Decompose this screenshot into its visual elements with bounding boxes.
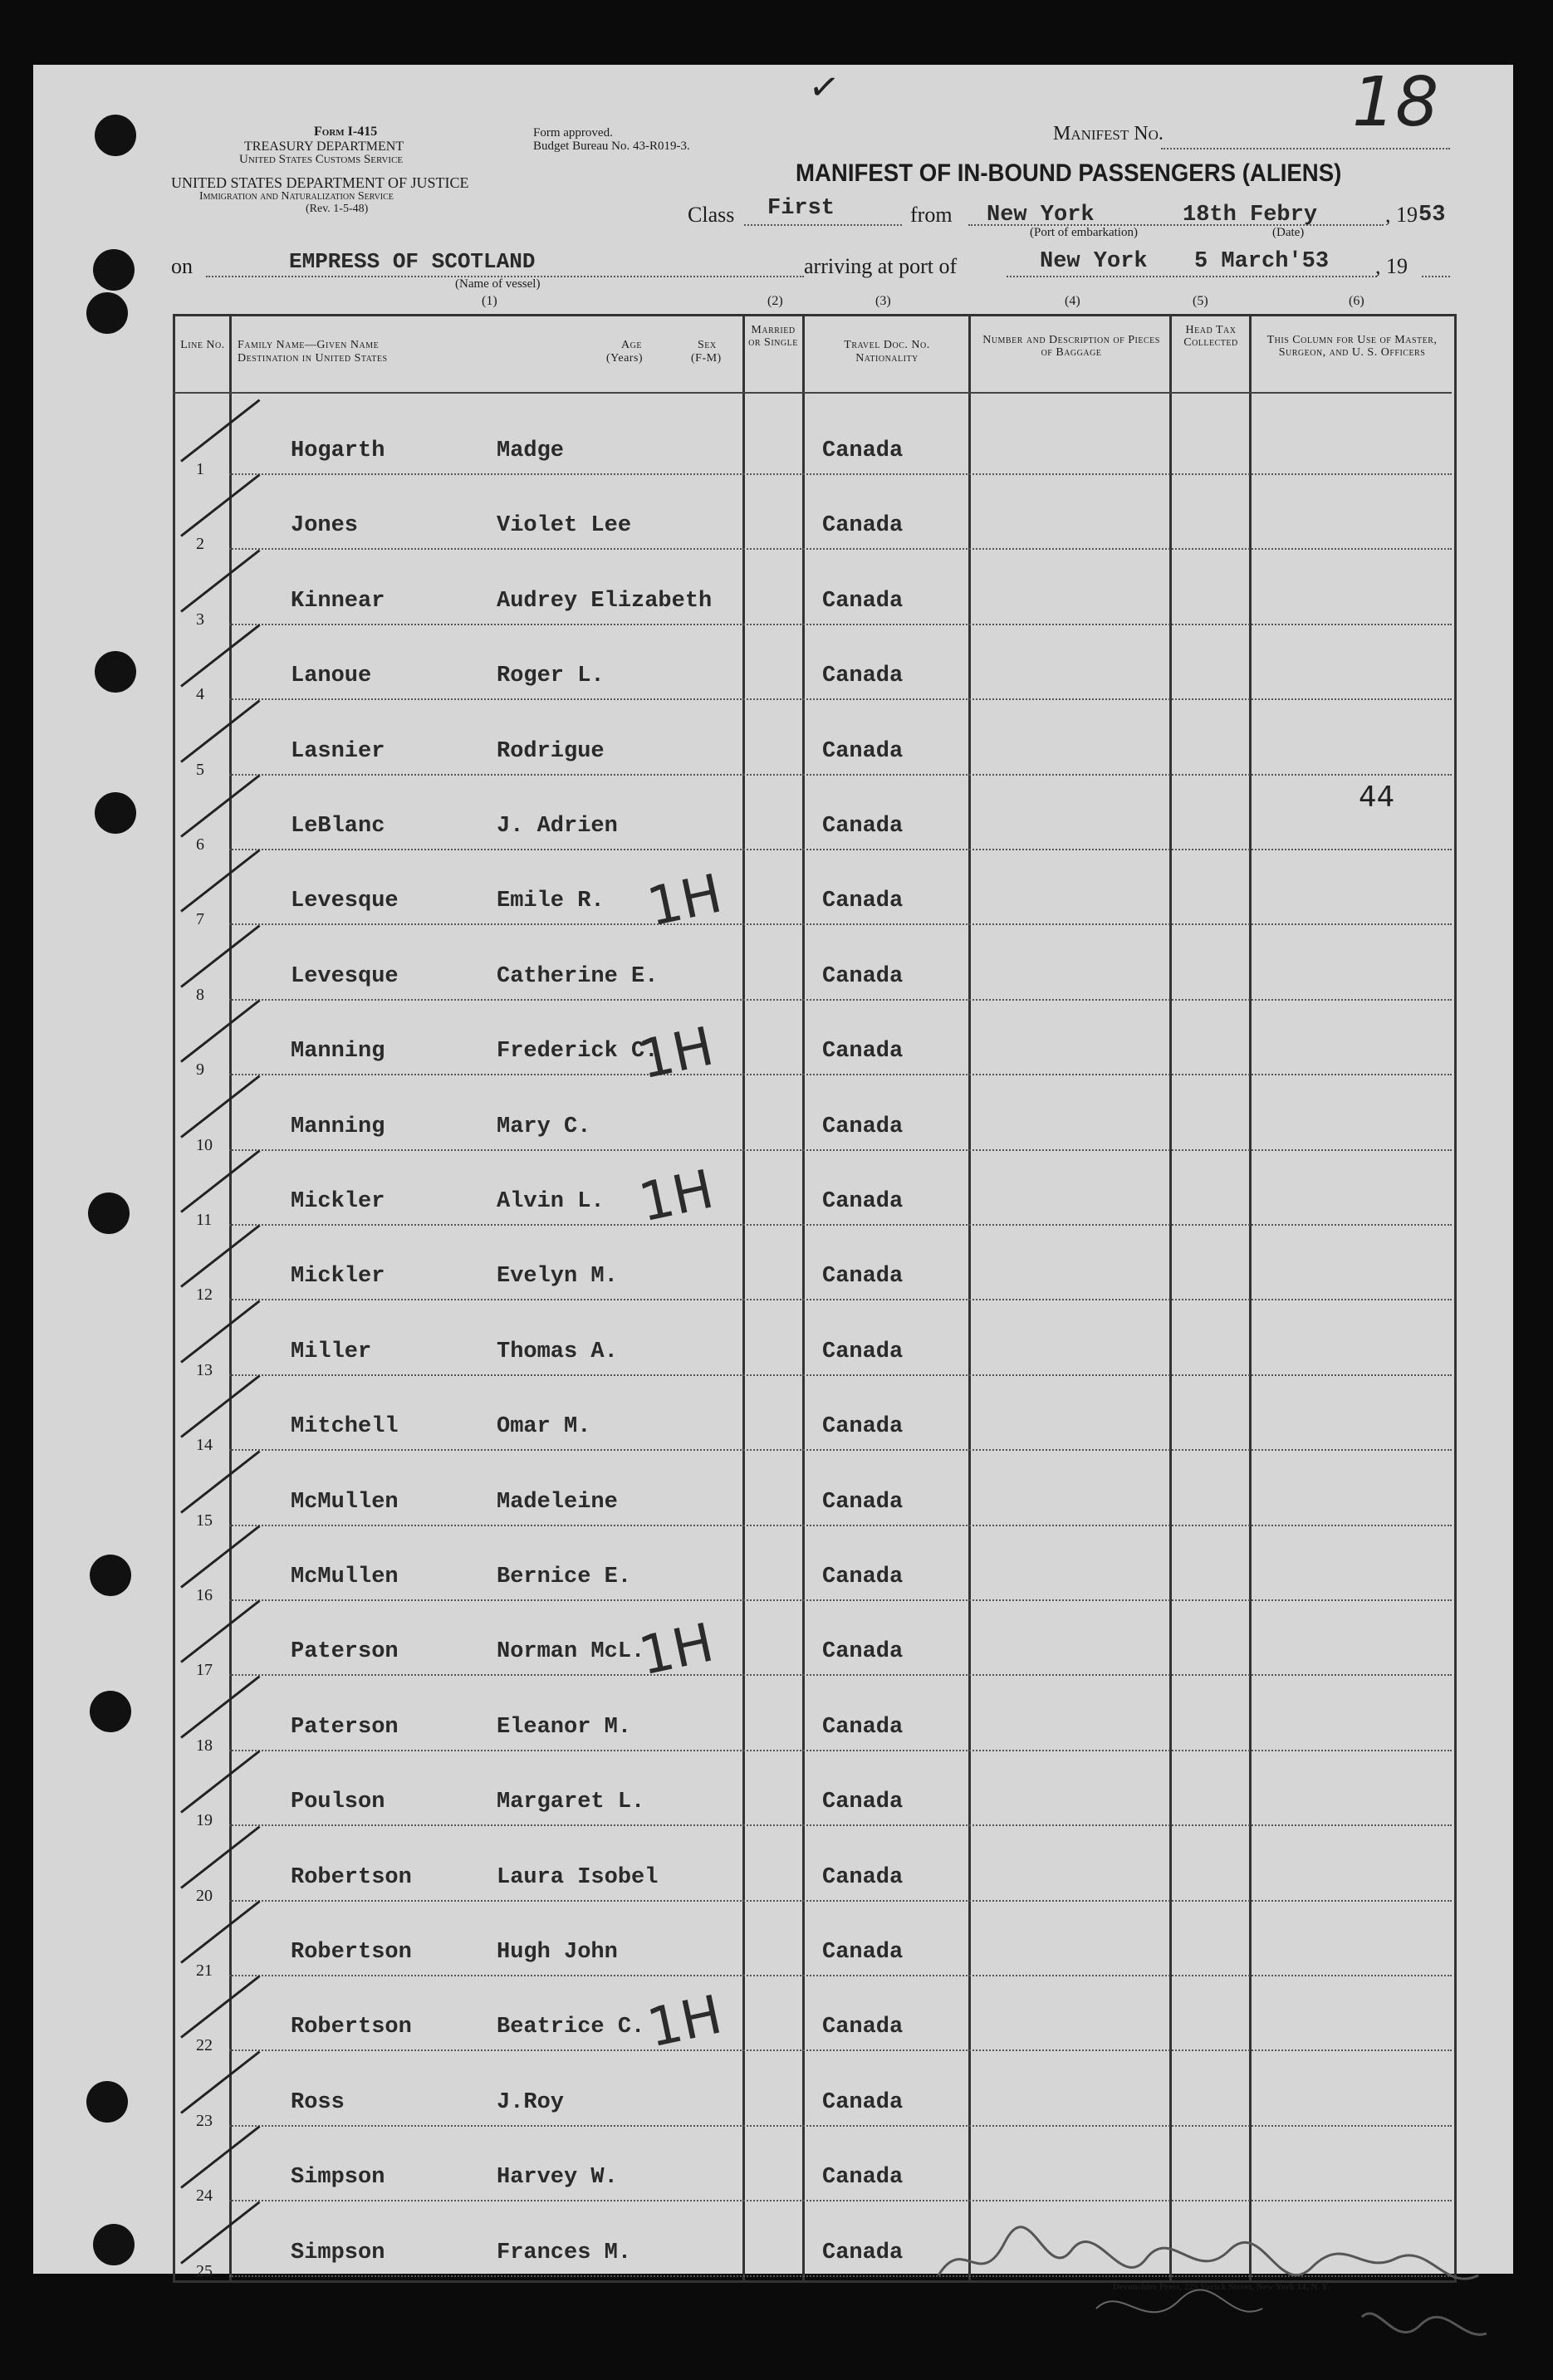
binder-hole <box>90 1555 131 1596</box>
line-number: 24 <box>196 2187 213 2206</box>
baggage-header: Number and Description of Pieces of Baggage <box>982 334 1160 359</box>
table-row <box>196 1148 1452 1229</box>
line-number: 1 <box>196 460 204 478</box>
family-name: Simpson <box>291 2240 385 2265</box>
port-of-embarkation: New York <box>987 203 1095 228</box>
table-row <box>196 1598 1452 1680</box>
given-name: Alvin L. <box>497 1189 605 1214</box>
line-number: 7 <box>196 910 204 929</box>
sex-header: Sex <box>698 339 717 351</box>
col-num-6: (6) <box>1349 294 1364 308</box>
nationality: Canada <box>822 1264 904 1290</box>
line-number: 14 <box>196 1436 213 1455</box>
table-row <box>196 397 1452 478</box>
table-row <box>196 847 1452 929</box>
line-number: 22 <box>196 2036 213 2055</box>
on-label: on <box>171 254 193 278</box>
arrival-port: New York <box>1040 249 1148 274</box>
year-prefix: , 19 <box>1385 203 1418 227</box>
table-row <box>196 622 1452 704</box>
nationality: Canada <box>822 2089 904 2115</box>
port-embark-caption: (Port of embarkation) <box>1030 226 1138 239</box>
given-name: J. Adrien <box>497 814 618 839</box>
binder-hole <box>95 115 136 156</box>
given-name: Thomas A. <box>497 1339 618 1364</box>
family-name: Lasnier <box>291 738 385 764</box>
col-num-2: (2) <box>767 294 783 308</box>
nationality: Canada <box>822 438 904 463</box>
given-name: Madeleine <box>497 1489 618 1515</box>
table-row <box>196 547 1452 629</box>
family-name: Simpson <box>291 2165 385 2191</box>
nationality: Canada <box>822 513 904 539</box>
family-mark: 1H <box>642 863 728 939</box>
line-number: 11 <box>196 1211 213 1229</box>
family-name: Paterson <box>291 1639 399 1665</box>
arriving-label: arriving at port of <box>804 254 958 278</box>
nationality: Canada <box>822 1039 904 1065</box>
family-name: Paterson <box>291 1714 399 1740</box>
family-name: Manning <box>291 1114 385 1139</box>
form-number: Form I-415 <box>314 125 378 139</box>
given-name: Violet Lee <box>497 513 632 539</box>
nationality: Canada <box>822 1639 904 1665</box>
nationality: Canada <box>822 1414 904 1440</box>
table-row <box>196 923 1452 1004</box>
line-number: 12 <box>196 1285 213 1305</box>
manifest-title: MANIFEST OF IN-BOUND PASSENGERS (ALIENS) <box>796 159 1342 187</box>
table-row <box>196 698 1452 779</box>
family-name: Mickler <box>291 1264 385 1290</box>
line-number: 3 <box>196 610 204 629</box>
table-row <box>196 1973 1452 2055</box>
destination-header: Destination in United States <box>238 352 388 365</box>
family-name: Kinnear <box>291 588 385 614</box>
family-name: Levesque <box>291 889 399 914</box>
family-name: Ross <box>291 2089 345 2115</box>
sex-sub-header: (F-M) <box>691 352 722 365</box>
line-no-header: Line No. <box>180 339 225 351</box>
family-mark: 1H <box>634 1016 719 1092</box>
family-name: Robertson <box>291 1940 412 1965</box>
given-name: Emile R. <box>497 889 605 914</box>
given-name: Audrey Elizabeth <box>497 588 713 614</box>
officers-header: This Column for Use of Master, Surgeon, and U. S. Officers <box>1266 334 1438 359</box>
binder-hole <box>86 2081 128 2123</box>
line-number: 25 <box>196 2261 213 2280</box>
head-tax-header: Head Tax Collected <box>1183 324 1238 349</box>
line-number: 10 <box>196 1135 213 1154</box>
table-row <box>196 1898 1452 1980</box>
vessel-caption: (Name of vessel) <box>455 277 541 291</box>
family-name: Levesque <box>291 963 399 989</box>
table-row <box>196 1673 1452 1755</box>
col-num-3: (3) <box>875 294 891 308</box>
nationality: Canada <box>822 1114 904 1139</box>
line-number: 5 <box>196 760 204 779</box>
family-name: McMullen <box>291 1489 399 1515</box>
date-caption: (Date) <box>1272 226 1305 239</box>
nationality: Canada <box>822 2165 904 2191</box>
table-row <box>196 1298 1452 1379</box>
given-name: Laura Isobel <box>497 1864 659 1890</box>
class-label: Class <box>688 203 735 227</box>
customs-service: United States Customs Service <box>239 153 404 166</box>
nationality: Canada <box>822 1489 904 1515</box>
col-num-1: (1) <box>482 294 497 308</box>
travel-doc-header: Travel Doc. No. <box>844 339 930 351</box>
family-name: Robertson <box>291 1864 412 1890</box>
line-number: 20 <box>196 1886 213 1905</box>
given-name: Madge <box>497 438 565 463</box>
vessel-name: EMPRESS OF SCOTLAND <box>289 249 536 274</box>
ins-service: Immigration and Naturalization Service <box>199 190 394 203</box>
given-name: Omar M. <box>497 1414 591 1440</box>
given-name: Bernice E. <box>497 1565 632 1589</box>
arrival-line <box>1007 276 1377 277</box>
treasury-dept: TREASURY DEPARTMENT <box>244 140 404 154</box>
line-number: 9 <box>196 1060 204 1080</box>
family-name: Robertson <box>291 2015 412 2040</box>
line-number: 18 <box>196 1736 213 1755</box>
table-row <box>196 1073 1452 1154</box>
nationality: Canada <box>822 2015 904 2040</box>
given-name: Harvey W. <box>497 2165 618 2191</box>
justice-dept: UNITED STATES DEPARTMENT OF JUSTICE <box>171 174 469 191</box>
arrival-year-line <box>1422 276 1450 277</box>
class-value: First <box>767 196 835 221</box>
table-row <box>196 772 1452 854</box>
line-number: 4 <box>196 685 204 704</box>
nationality: Canada <box>822 1339 904 1364</box>
line-number: 15 <box>196 1511 213 1530</box>
line-number: 6 <box>196 835 204 854</box>
manifest-no-line <box>1161 148 1450 149</box>
nationality: Canada <box>822 1940 904 1965</box>
age-header: Age <box>621 339 642 351</box>
manifest-number: 18 <box>1352 63 1439 142</box>
given-name: Eleanor M. <box>497 1714 632 1740</box>
header-rule <box>173 392 1452 394</box>
from-label: from <box>910 203 953 227</box>
family-mark: 1H <box>634 1158 719 1235</box>
binder-hole <box>93 2224 135 2265</box>
line-number: 13 <box>196 1360 213 1379</box>
line-number: 17 <box>196 1661 213 1680</box>
table-row <box>196 1373 1452 1455</box>
family-mark: 1H <box>642 1984 728 2060</box>
table-row <box>196 1222 1452 1305</box>
given-name: Rodrigue <box>497 738 605 764</box>
line-number: 21 <box>196 1961 213 1980</box>
given-name: Margaret L. <box>497 1790 645 1815</box>
family-name: McMullen <box>291 1565 399 1589</box>
table-row <box>196 2123 1452 2206</box>
col-num-5: (5) <box>1193 294 1208 308</box>
age-sub-header: (Years) <box>606 352 644 365</box>
class-line <box>744 224 902 226</box>
family-name: Poulson <box>291 1790 385 1815</box>
family-name: Jones <box>291 513 359 539</box>
family-name: Mitchell <box>291 1414 399 1440</box>
binder-hole <box>88 1192 130 1234</box>
family-name: Hogarth <box>291 438 385 463</box>
line-number: 16 <box>196 1586 213 1604</box>
nationality: Canada <box>822 814 904 839</box>
family-name: LeBlanc <box>291 814 385 839</box>
check-mark: ✓ <box>806 64 843 111</box>
family-name: Lanoue <box>291 664 372 689</box>
table-row <box>196 2049 1452 2130</box>
table-row <box>196 1824 1452 1905</box>
nationality-header: Nationality <box>855 352 919 365</box>
given-name: Hugh John <box>497 1940 618 1965</box>
nationality: Canada <box>822 588 904 614</box>
table-row <box>196 997 1452 1080</box>
given-name: Frederick C. <box>497 1039 659 1065</box>
nationality: Canada <box>822 1864 904 1890</box>
nationality: Canada <box>822 1790 904 1815</box>
table-row <box>196 472 1452 554</box>
binder-hole <box>90 1691 131 1732</box>
table-row <box>196 1448 1452 1530</box>
nationality: Canada <box>822 963 904 989</box>
table-row <box>196 1748 1452 1830</box>
line-number: 8 <box>196 985 204 1004</box>
line-number: 2 <box>196 535 204 554</box>
given-name: Mary C. <box>497 1114 591 1139</box>
family-mark: 1H <box>634 1612 719 1688</box>
nationality: Canada <box>822 2240 904 2265</box>
col-num-4: (4) <box>1065 294 1080 308</box>
manifest-no-label: Manifest No. <box>1053 123 1164 144</box>
family-name: Manning <box>291 1039 385 1065</box>
given-name: J.Roy <box>497 2089 565 2115</box>
year-prefix-arrival: , 19 <box>1375 254 1408 278</box>
budget-bureau: Budget Bureau No. 43-R019-3. <box>533 140 690 153</box>
officer-note: 44 <box>1359 781 1395 814</box>
given-name: Catherine E. <box>497 963 659 989</box>
given-name: Frances M. <box>497 2240 632 2265</box>
given-name: Beatrice C. <box>497 2015 645 2040</box>
family-name: Mickler <box>291 1189 385 1214</box>
nationality: Canada <box>822 738 904 764</box>
binder-hole <box>95 651 136 693</box>
nationality: Canada <box>822 1189 904 1214</box>
embark-date: 18th Febry <box>1183 203 1318 228</box>
arrival-date: 5 March'53 <box>1194 249 1330 274</box>
nationality: Canada <box>822 889 904 914</box>
family-name-header: Family Name—Given Name <box>238 339 380 351</box>
given-name: Roger L. <box>497 664 605 689</box>
given-name: Evelyn M. <box>497 1264 618 1290</box>
binder-hole <box>93 249 135 291</box>
form-approved: Form approved. <box>533 126 613 140</box>
binder-hole <box>95 792 136 834</box>
line-number: 19 <box>196 1811 213 1830</box>
family-name: Miller <box>291 1339 372 1364</box>
embark-year: 53 <box>1418 203 1446 228</box>
printer-credit: Devonshire Press, 225 Varick Street, New York 14, N. Y. <box>1113 2282 1330 2292</box>
binder-hole <box>86 292 128 334</box>
nationality: Canada <box>822 664 904 689</box>
revision: (Rev. 1-5-48) <box>306 203 369 215</box>
given-name: Norman McL. <box>497 1639 645 1665</box>
line-number: 23 <box>196 2111 213 2130</box>
nationality: Canada <box>822 1565 904 1589</box>
married-header: Married or Single <box>748 324 798 349</box>
table-row <box>196 1523 1452 1604</box>
nationality: Canada <box>822 1714 904 1740</box>
